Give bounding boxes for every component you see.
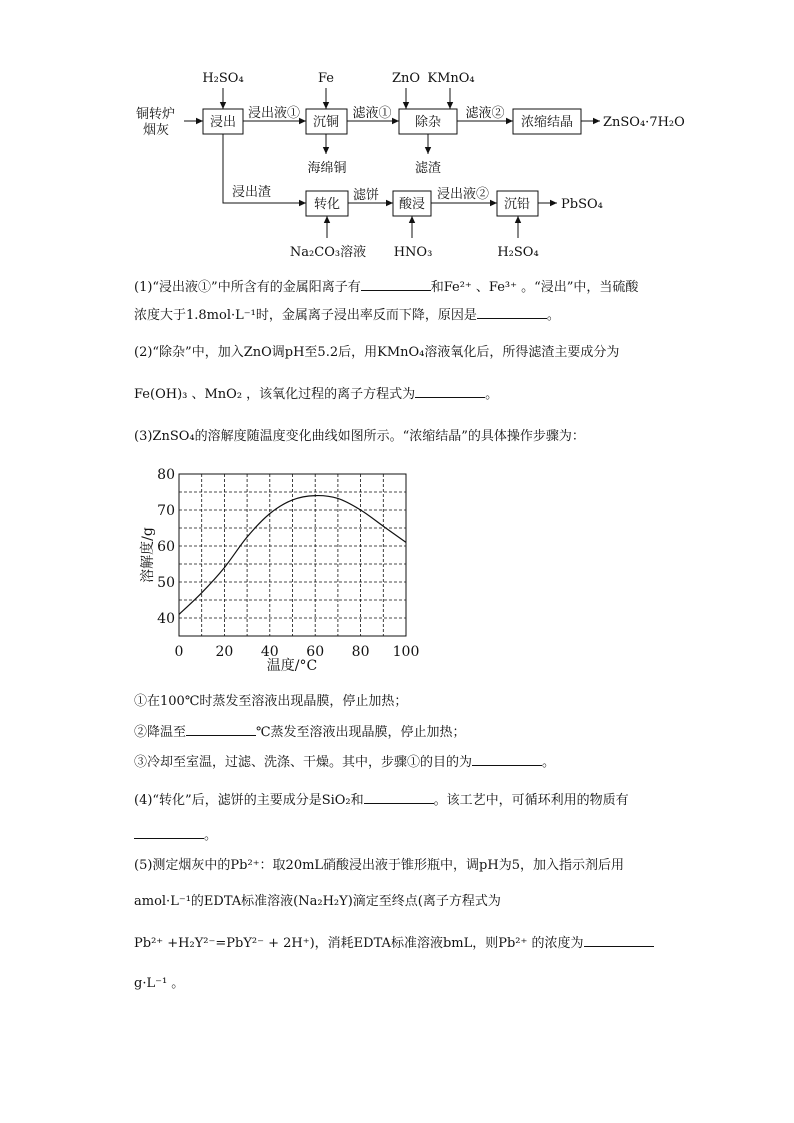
y-tick-label: 60 [157, 539, 175, 555]
output-residue: 滤渣 [414, 161, 442, 176]
product-pbso4: PbSO₄ [561, 197, 603, 212]
x-tick-label: 100 [392, 644, 420, 660]
reagent-h2so4: H₂SO₄ [202, 71, 244, 86]
filtrate2-label: 滤液② [465, 106, 505, 121]
question-5-line-4 [134, 975, 184, 993]
box-lead-label: 沉铅 [503, 197, 531, 212]
box-convert-label: 转化 [313, 197, 341, 212]
q3-step-2-text-b: ℃蒸发至溶液出现晶膜，停止加热； [256, 725, 466, 740]
x-tick-label: 20 [215, 644, 234, 660]
question-5-line-3 [134, 934, 654, 953]
question-1-line-2 [134, 306, 560, 325]
y-tick-label: 70 [157, 503, 175, 519]
filter-cake-label: 滤饼 [352, 188, 380, 203]
y-axis-label: 溶解度/g [140, 527, 156, 583]
reagent-fe: Fe [317, 71, 335, 86]
answer-blank [134, 826, 204, 839]
question-3-step-2 [134, 723, 466, 742]
question-4-line-2 [134, 826, 217, 845]
answer-blank [472, 753, 542, 766]
x-tick-label: 40 [260, 644, 279, 660]
q2-end: 。 [485, 387, 499, 402]
question-4-line-1 [134, 791, 629, 810]
x-axis-label: 温度/°C [266, 658, 318, 674]
answer-blank [186, 723, 256, 736]
x-tick-label: 0 [174, 644, 184, 660]
leachate2-label: 浸出液② [436, 187, 490, 202]
box-copper-label: 沉铜 [312, 115, 340, 130]
q1-text-c: 浓度大于1.8mol·L⁻¹时，金属离子浸出率反而下降，原因是 [134, 308, 477, 323]
q2-text-b: Fe(OH)₃ 、MnO₂ ，该氧化过程的离子方程式为 [134, 387, 416, 402]
box-leach-label: 浸出 [209, 115, 237, 130]
question-5-line-2 [134, 893, 501, 911]
y-tick-label: 40 [157, 611, 175, 627]
q1-text-b: 和Fe²⁺ 、Fe³⁺ 。“浸出”中，当硫酸 [430, 280, 639, 295]
question-3-line-1 [134, 428, 585, 446]
answer-blank [584, 934, 654, 947]
q3-step-3-end: 。 [542, 755, 556, 770]
answer-blank [477, 306, 547, 319]
process-flow-diagram [0, 0, 794, 270]
feed-label-2: 烟灰 [143, 123, 170, 138]
q3-step-1-text: ①在100℃时蒸发至溶液出现晶膜，停止加热； [134, 694, 408, 709]
answer-blank [415, 385, 485, 398]
question-2-line-1 [134, 344, 619, 362]
x-tick-label: 60 [306, 644, 325, 660]
q5-text-c: Pb²⁺ +H₂Y²⁻=PbY²⁻ + 2H⁺)，消耗EDTA标准溶液bmL，则Pb²⁺ 的浓度为 [134, 936, 584, 951]
x-tick-label: 80 [351, 644, 370, 660]
box-acid-leach-label: 酸浸 [398, 197, 426, 212]
y-tick-label: 50 [157, 575, 175, 591]
box-purify-label: 除杂 [414, 115, 442, 130]
question-3-step-3 [134, 753, 555, 772]
filtrate1-label: 滤液① [352, 106, 392, 121]
box-crystal-label: 浓缩结晶 [520, 115, 574, 130]
leach-residue-label: 浸出渣 [232, 185, 272, 200]
question-2-line-2 [134, 385, 498, 404]
q5-text-a: (5)测定烟灰中的Pb²⁺：取20mL硝酸浸出液于锥形瓶中，调pH为5，加入指示剂后用 [134, 858, 624, 873]
q3-step-2-text-a: ②降温至 [134, 725, 187, 740]
feed-label-1: 铜转炉 [136, 107, 176, 122]
q4-text-a: (4)“转化”后，滤饼的主要成分是SiO₂和 [134, 793, 364, 808]
output-sponge-copper: 海绵铜 [307, 161, 347, 176]
solubility-chart [130, 460, 430, 678]
answer-blank [364, 791, 434, 804]
y-tick-label: 80 [157, 467, 175, 483]
reagent-zno: ZnO [391, 71, 421, 86]
q1-end: 。 [546, 308, 560, 323]
q3-text-a: (3)ZnSO₄的溶解度随温度变化曲线如图所示。“浓缩结晶”的具体操作步骤为： [134, 429, 585, 444]
q5-text-d: g·L⁻¹ 。 [134, 976, 185, 991]
answer-blank [361, 278, 431, 291]
q4-text-b: 。该工艺中，可循环利用的物质有 [433, 793, 629, 808]
reagent-na2co3: Na₂CO₃溶液 [289, 245, 367, 260]
question-5-line-1 [134, 857, 624, 875]
question-1-line-1 [134, 278, 638, 297]
leachate1-label: 浸出液① [247, 106, 301, 121]
q3-step-3-text: ③冷却至室温，过滤、洗涤、干燥。其中，步骤①的目的为 [134, 755, 473, 770]
q1-text-a: (1)“浸出液①”中所含有的金属阳离子有 [134, 280, 361, 295]
reagent-h2so4-b: H₂SO₄ [497, 245, 539, 260]
reagent-hno3: HNO₃ [393, 245, 433, 260]
q4-end: 。 [204, 828, 218, 843]
q5-text-b: amol·L⁻¹的EDTA标准溶液(Na₂H₂Y)滴定至终点(离子方程式为 [134, 894, 501, 909]
product-znso4: ZnSO₄·7H₂O [603, 115, 685, 130]
q2-text-a: (2)“除杂”中，加入ZnO调pH至5.2后，用KMnO₄溶液氧化后，所得滤渣主要成分为 [134, 345, 620, 360]
question-3-step-1 [134, 693, 407, 711]
reagent-kmno4: KMnO₄ [427, 71, 475, 86]
